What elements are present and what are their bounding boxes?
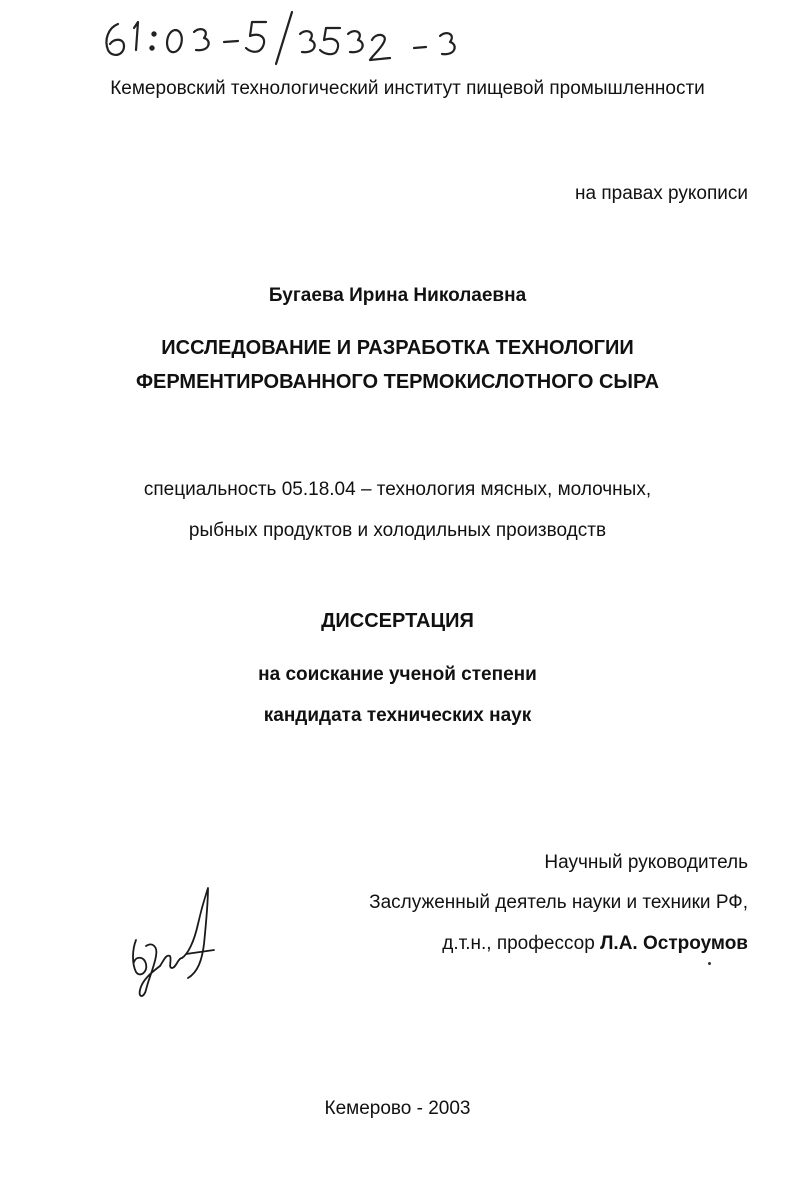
supervisor-honorary-title: Заслуженный деятель науки и техники РФ, [369,892,748,913]
degree-line-2: кандидата технических наук [263,705,532,726]
scan-speck [708,962,711,965]
handwritten-archive-code [96,6,476,70]
specialty-line-1: специальность 05.18.04 – технология мясных, молочных, [143,479,652,500]
specialty-line-2: рыбных продуктов и холодильных производств [188,520,607,541]
author-name: Бугаева Ирина Николаевна [268,285,527,306]
thesis-title-line-2: ФЕРМЕНТИРОВАННОГО ТЕРМОКИСЛОТНОГО СЫРА [135,371,660,393]
supervisor-name-line [442,933,748,955]
document-type: ДИССЕРТАЦИЯ [321,610,474,632]
author-signature [122,884,232,1006]
degree-line-1: на соискание ученой степени [258,664,537,685]
thesis-title-line-1: ИССЛЕДОВАНИЕ И РАЗРАБОТКА ТЕХНОЛОГИИ [161,337,634,359]
manuscript-note: на правах рукописи [575,183,748,204]
supervisor-label: Научный руководитель [544,852,748,873]
city-and-year: Кемерово - 2003 [324,1098,471,1119]
institute-name: Кемеровский технологический институт пищевой промышленности [110,78,705,99]
supervisor-name: Л.А. Остроумов [600,933,748,954]
supervisor-degree: д.т.н., профессор [442,933,595,954]
